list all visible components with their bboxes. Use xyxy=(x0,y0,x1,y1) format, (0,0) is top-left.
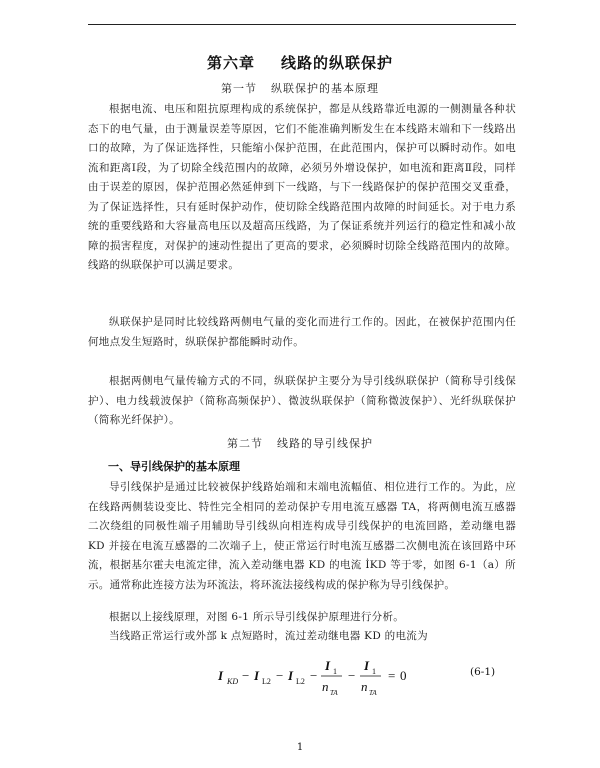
eq-frac-2-den: n xyxy=(361,679,368,694)
eq-frac-2-num-sub: 1 xyxy=(372,667,376,676)
eq-frac-2-den-sub: TA xyxy=(369,689,377,697)
paragraph: 纵联保护是同时比较线路两侧电气量的变化而进行工作的。因此，在被保护范围内任何地点发生短路时，纵联保护都能瞬时动作。 xyxy=(88,316,516,348)
eq-op: − xyxy=(348,668,356,683)
equation-svg xyxy=(0,650,460,700)
section-1-title: 纵联保护的基本原理 xyxy=(271,82,379,95)
chapter-title: 线路的纵联保护 xyxy=(281,54,394,72)
eq-op: = xyxy=(388,668,396,683)
paragraph: 根据电流、电压和阻抗原理构成的系统保护，都是从线路靠近电源的一侧测量各种状态下的电气量，由于测量误差等原因，它们不能准确判断发生在本线路末端和下一线路出口的故障，为了保证选择性，只能缩小保护范围，在此范围内，保护可以瞬时动作。如电流和距离Ⅰ段，为了切除全线范围内的故障，必须另外增设保护，如电流和距离Ⅱ段，同样由于误差的原因，保护范围必然延伸到下一线路，与下一线路保护的保护范围交叉重叠，为了保证选择性，只有延时保护动作，使切除全线路范围内故障的时间延长。对于电力系统的重要线路和大容量高电压以及超高压线路，为了保证系统并列运行的稳定性和减小故障的损害程度，对保护的速动性提出了更高的要求，必须瞬时切除全线路范围内的故障。线路的纵联保护可以满足要求。 xyxy=(88,103,516,271)
eq-frac-1-den-sub: TA xyxy=(330,689,338,697)
page-number: 1 xyxy=(296,742,304,753)
equation-number: (6-1) xyxy=(470,666,496,678)
eq-term-2-sub: L2 xyxy=(296,677,305,686)
eq-op: − xyxy=(242,668,250,683)
eq-op: − xyxy=(276,668,284,683)
equation-6-1 xyxy=(0,650,600,700)
eq-frac-2-num: I xyxy=(364,658,370,673)
section-2-number: 第二节 xyxy=(227,437,263,450)
chapter-number: 第六章 xyxy=(206,54,255,72)
eq-lhs-sub: KD xyxy=(227,677,239,686)
eq-term-1: I xyxy=(254,668,260,683)
paragraph: 根据两侧电气量传输方式的不同，纵联保护主要分为导引线纵联保护（简称导引线保护）、电力线载波保护（简称高频保护）、微波纵联保护（简称微波保护）、光纤纵联保护（简称光纤保护）。 xyxy=(88,375,516,426)
paragraph: 导引线保护是通过比较被保护线路始端和末端电流幅值、相位进行工作的。为此，应在线路两侧装设变比、特性完全相同的差动保护专用电流互感器 TA，将两侧电流互感器二次绕组的同极性端子用辅助导引线纵向相连构成导引线保护的电流回路，差动继电器 KD 并接在电流互感器的二次端子上，使正常运行时电流互感器二次侧电流在该回路中环流，根据基尔霍夫电流定律，流入差动继电器 KD 的电流 İKD 等于零，如图 6-1（a）所示。通常称此连接方法为环流法，将环流法接线构成的保护称为导引线保护。 xyxy=(88,481,516,591)
eq-term-2: I xyxy=(288,668,294,683)
paragraph: 根据以上接线原理，对图 6-1 所示导引线保护原理进行分析。 xyxy=(109,611,405,623)
eq-frac-1-num-sub: 1 xyxy=(333,667,337,676)
eq-frac-1-num: I xyxy=(325,658,331,673)
eq-term-1-sub: L2 xyxy=(262,677,271,686)
top-rule xyxy=(88,24,516,25)
section-1-number: 第一节 xyxy=(221,82,257,95)
section-2-heading xyxy=(0,435,600,451)
eq-op: − xyxy=(310,668,318,683)
eq-lhs: I xyxy=(218,668,224,683)
eq-frac-1-den: n xyxy=(322,679,329,694)
section-2-title: 线路的导引线保护 xyxy=(277,437,373,450)
section-1-heading xyxy=(0,80,600,96)
chapter-heading xyxy=(0,52,600,73)
eq-rhs: 0 xyxy=(400,668,407,683)
paragraph: 当线路正常运行或外部 k 点短路时，流过差动继电器 KD 的电流为 xyxy=(109,630,428,642)
subsection-heading: 一、导引线保护的基本原理 xyxy=(108,460,240,473)
